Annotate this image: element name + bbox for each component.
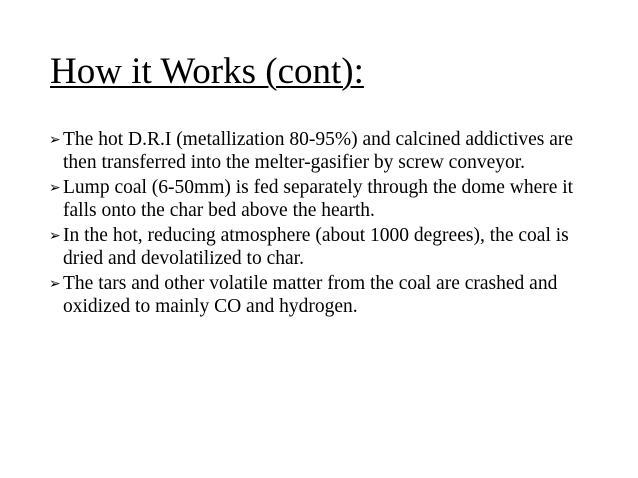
bullet-item xyxy=(49,129,609,174)
slide-title: How it Works (cont): xyxy=(50,51,364,92)
bullet-item xyxy=(49,225,609,270)
bullet-text: In the hot, reducing atmosphere (about 1000 degrees), the coal is dried and devolatilized to char. xyxy=(63,225,569,269)
bullet-text: The hot D.R.I (metallization 80-95%) and calcined addictives are then transferred into the melter-gasifier by screw conveyor. xyxy=(63,129,574,173)
bullet-text: Lump coal (6-50mm) is fed separately through the dome where it falls onto the char bed above the hearth. xyxy=(63,177,574,221)
bullet-text: The tars and other volatile matter from the coal are crashed and oxidized to mainly CO and hydrogen. xyxy=(63,273,558,317)
bullet-item xyxy=(49,177,609,222)
arrowhead-bullet-icon: ➢ xyxy=(49,276,61,292)
arrowhead-bullet-icon: ➢ xyxy=(49,228,61,244)
bullet-list xyxy=(49,129,609,321)
arrowhead-bullet-icon: ➢ xyxy=(49,180,61,196)
arrowhead-bullet-icon: ➢ xyxy=(49,132,61,148)
bullet-item xyxy=(49,273,609,318)
